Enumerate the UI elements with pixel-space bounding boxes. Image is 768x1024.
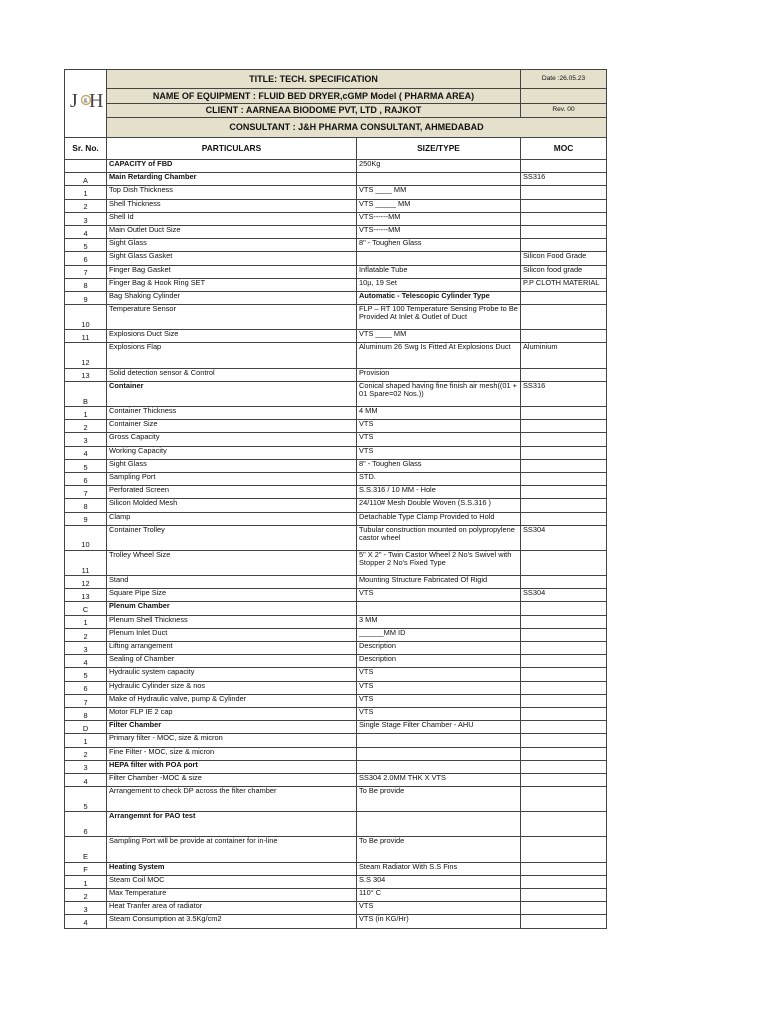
row-sr-no: 2 <box>65 889 107 902</box>
row-size-type: Description <box>357 642 521 655</box>
row-moc <box>521 305 607 330</box>
row-particular: Sampling Port <box>107 472 357 485</box>
row-sr-no: 12 <box>65 343 107 368</box>
row-particular: Plenum Chamber <box>107 602 357 615</box>
row-size-type: VTS <box>357 433 521 446</box>
row-size-type: 5" X 2" - Twin Castor Wheel 2 No's Swivel with Stopper 2 No's Fixed Type <box>357 550 521 575</box>
row-size-type: Automatic - Telescopic Cylinder Type <box>357 291 521 304</box>
row-sr-no: 9 <box>65 291 107 304</box>
row-moc <box>521 330 607 343</box>
row-sr-no: 4 <box>65 655 107 668</box>
row-size-type: SS304 2.0MM THK X VTS <box>357 773 521 786</box>
row-particular: Steam Coil MOC <box>107 875 357 888</box>
row-sr-no: 6 <box>65 472 107 485</box>
row-moc <box>521 875 607 888</box>
row-moc: SS304 <box>521 525 607 550</box>
row-moc <box>521 642 607 655</box>
row-moc <box>521 459 607 472</box>
row-size-type: 10µ, 19 Set <box>357 278 521 291</box>
row-moc: SS304 <box>521 589 607 602</box>
row-particular: Solid detection sensor & Control <box>107 368 357 381</box>
row-particular: Top Dish Thickness <box>107 186 357 199</box>
row-sr-no: 2 <box>65 420 107 433</box>
row-particular: Temperature Sensor <box>107 305 357 330</box>
row-particular: Explosions Duct Size <box>107 330 357 343</box>
row-particular: Sight Glass <box>107 239 357 252</box>
row-size-type: 8" - Toughen Glass <box>357 459 521 472</box>
row-particular: CAPACITY of FBD <box>107 160 357 173</box>
column-header-moc: MOC <box>521 138 607 160</box>
row-size-type: VTS ____ MM <box>357 330 521 343</box>
row-particular: HEPA filter with POA port <box>107 760 357 773</box>
table-row <box>65 291 607 304</box>
row-sr-no: 1 <box>65 407 107 420</box>
table-row <box>65 760 607 773</box>
table-row <box>65 368 607 381</box>
doc-date: Date :26.05.23 <box>521 70 607 89</box>
row-moc <box>521 446 607 459</box>
row-sr-no: 2 <box>65 747 107 760</box>
table-row <box>65 472 607 485</box>
row-particular: Heating System <box>107 862 357 875</box>
table-row <box>65 550 607 575</box>
row-particular: Lifting arrangement <box>107 642 357 655</box>
row-moc <box>521 212 607 225</box>
row-moc <box>521 837 607 862</box>
table-row <box>65 615 607 628</box>
row-moc: Silicon food grade <box>521 265 607 278</box>
row-particular: Main Retarding Chamber <box>107 173 357 186</box>
equipment-name: NAME OF EQUIPMENT : FLUID BED DRYER,cGMP Model ( PHARMA AREA) <box>107 89 521 104</box>
row-moc <box>521 734 607 747</box>
row-particular: Sealing of Chamber <box>107 655 357 668</box>
table-row <box>65 512 607 525</box>
row-moc <box>521 862 607 875</box>
row-moc <box>521 368 607 381</box>
row-particular: Heat Tranfer area of radiator <box>107 902 357 915</box>
row-particular: Square Pipe Size <box>107 589 357 602</box>
row-sr-no: 1 <box>65 875 107 888</box>
row-sr-no: 4 <box>65 915 107 928</box>
spec-table <box>64 69 607 929</box>
row-sr-no: 1 <box>65 186 107 199</box>
table-row <box>65 628 607 641</box>
table-row <box>65 694 607 707</box>
table-row <box>65 381 607 406</box>
row-size-type: Mounting Structure Fabricated Of Rigid <box>357 576 521 589</box>
row-size-type: VTS <box>357 446 521 459</box>
row-particular: Steam Consumption at 3.5Kg/cm2 <box>107 915 357 928</box>
row-moc <box>521 681 607 694</box>
row-particular: Stand <box>107 576 357 589</box>
row-sr-no: 10 <box>65 525 107 550</box>
row-size-type: 110° C <box>357 889 521 902</box>
row-sr-no: 1 <box>65 615 107 628</box>
row-moc <box>521 239 607 252</box>
row-size-type <box>357 747 521 760</box>
row-size-type: Aluminum 26 Swg Is Fitted At Explosions Duct <box>357 343 521 368</box>
row-particular: Sight Glass Gasket <box>107 252 357 265</box>
row-moc <box>521 576 607 589</box>
svg-text:&: & <box>83 98 88 105</box>
row-moc <box>521 199 607 212</box>
row-sr-no: 6 <box>65 812 107 837</box>
table-row <box>65 721 607 734</box>
table-row <box>65 589 607 602</box>
row-moc <box>521 550 607 575</box>
row-particular: Make of Hydraulic valve, pump & Cylinder <box>107 694 357 707</box>
row-particular: Arrangement to check DP across the filter chamber <box>107 787 357 812</box>
row-moc <box>521 433 607 446</box>
row-size-type: Detachable Type Clamp Provided to Hold <box>357 512 521 525</box>
row-moc <box>521 160 607 173</box>
row-size-type: STD. <box>357 472 521 485</box>
row-size-type: VTS _____ MM <box>357 199 521 212</box>
row-sr-no: 6 <box>65 252 107 265</box>
row-size-type <box>357 252 521 265</box>
row-moc: SS316 <box>521 173 607 186</box>
row-particular: Silicon Molded Mesh <box>107 499 357 512</box>
row-moc <box>521 889 607 902</box>
row-size-type <box>357 760 521 773</box>
row-sr-no: 5 <box>65 787 107 812</box>
row-moc <box>521 747 607 760</box>
row-size-type <box>357 173 521 186</box>
row-size-type: 8" - Toughen Glass <box>357 239 521 252</box>
row-particular: Primary filter - MOC, size & micron <box>107 734 357 747</box>
row-size-type: Steam Radiator With S.S Fins <box>357 862 521 875</box>
table-row <box>65 407 607 420</box>
row-sr-no: 4 <box>65 773 107 786</box>
table-row <box>65 734 607 747</box>
row-sr-no: 10 <box>65 305 107 330</box>
table-row <box>65 812 607 837</box>
row-sr-no: 11 <box>65 550 107 575</box>
svg-text:H: H <box>89 90 104 113</box>
table-row <box>65 212 607 225</box>
row-moc: SS316 <box>521 381 607 406</box>
row-particular: Container Trolley <box>107 525 357 550</box>
row-sr-no: 3 <box>65 212 107 225</box>
row-particular: Explosions Flap <box>107 343 357 368</box>
table-row <box>65 747 607 760</box>
row-size-type: ______MM ID <box>357 628 521 641</box>
row-moc <box>521 512 607 525</box>
row-moc <box>521 225 607 238</box>
table-row <box>65 787 607 812</box>
table-row <box>65 160 607 173</box>
row-moc <box>521 915 607 928</box>
table-row <box>65 330 607 343</box>
table-row <box>65 225 607 238</box>
row-sr-no: 13 <box>65 368 107 381</box>
row-particular: Filter Chamber <box>107 721 357 734</box>
row-particular: Motor FLP IE 2 cap <box>107 707 357 720</box>
table-row <box>65 576 607 589</box>
row-sr-no: 4 <box>65 225 107 238</box>
row-particular: Hydraulic system capacity <box>107 668 357 681</box>
row-particular: Perforated Screen <box>107 486 357 499</box>
row-moc <box>521 773 607 786</box>
table-row <box>65 499 607 512</box>
table-row <box>65 199 607 212</box>
row-size-type: 250Kg <box>357 160 521 173</box>
row-size-type: S.S.316 / 10 MM - Hole <box>357 486 521 499</box>
row-sr-no: 7 <box>65 486 107 499</box>
row-size-type: VTS (in KG/Hr) <box>357 915 521 928</box>
row-sr-no: 12 <box>65 576 107 589</box>
row-size-type: 24/110# Mesh Double Woven (S.S.316 ) <box>357 499 521 512</box>
row-moc: P.P CLOTH MATERIAL <box>521 278 607 291</box>
row-size-type: Tubular construction mounted on polypropylene castor wheel <box>357 525 521 550</box>
row-moc <box>521 812 607 837</box>
table-row <box>65 875 607 888</box>
row-sr-no: B <box>65 381 107 406</box>
row-size-type: S.S 304 <box>357 875 521 888</box>
table-row <box>65 837 607 862</box>
row-particular: Shell Id <box>107 212 357 225</box>
table-row <box>65 278 607 291</box>
row-size-type: 4 MM <box>357 407 521 420</box>
row-moc <box>521 186 607 199</box>
row-size-type: To Be provide <box>357 837 521 862</box>
row-sr-no: 7 <box>65 265 107 278</box>
row-sr-no: 5 <box>65 459 107 472</box>
table-row <box>65 655 607 668</box>
row-particular: Gross Capacity <box>107 433 357 446</box>
row-size-type: VTS <box>357 420 521 433</box>
row-moc <box>521 486 607 499</box>
row-size-type: VTS ____ MM <box>357 186 521 199</box>
column-header-size-type: SIZE/TYPE <box>357 138 521 160</box>
row-particular: Container Size <box>107 420 357 433</box>
table-row <box>65 902 607 915</box>
row-particular: Max Temperature <box>107 889 357 902</box>
table-row <box>65 305 607 330</box>
row-sr-no: 1 <box>65 734 107 747</box>
row-moc <box>521 472 607 485</box>
row-sr-no: 2 <box>65 199 107 212</box>
row-moc <box>521 721 607 734</box>
row-moc <box>521 787 607 812</box>
row-sr-no: E <box>65 837 107 862</box>
row-size-type: FLP – RT 100 Temperature Sensing Probe to Be Provided At Inlet & Outlet of Duct <box>357 305 521 330</box>
row-sr-no: 3 <box>65 433 107 446</box>
row-moc <box>521 628 607 641</box>
jh-logo-icon <box>67 85 105 119</box>
table-row <box>65 602 607 615</box>
row-moc <box>521 407 607 420</box>
row-particular: Finger Bag Gasket <box>107 265 357 278</box>
column-header-particulars: PARTICULARS <box>107 138 357 160</box>
table-row <box>65 446 607 459</box>
row-sr-no: 11 <box>65 330 107 343</box>
column-header-row <box>65 138 607 160</box>
row-particular: Plenum Shell Thickness <box>107 615 357 628</box>
row-moc <box>521 655 607 668</box>
table-row <box>65 486 607 499</box>
row-sr-no: 3 <box>65 902 107 915</box>
row-size-type: Single Stage Filter Chamber - AHU <box>357 721 521 734</box>
row-particular: Bag Shaking Cylinder <box>107 291 357 304</box>
row-sr-no: 8 <box>65 707 107 720</box>
row-moc: Silicon Food Grade <box>521 252 607 265</box>
row-sr-no: A <box>65 173 107 186</box>
table-row <box>65 252 607 265</box>
row-moc <box>521 760 607 773</box>
table-row <box>65 433 607 446</box>
row-size-type <box>357 602 521 615</box>
row-sr-no: F <box>65 862 107 875</box>
row-size-type: VTS <box>357 902 521 915</box>
table-row <box>65 773 607 786</box>
doc-revision: Rev. 00 <box>521 104 607 118</box>
table-row <box>65 915 607 928</box>
company-logo <box>65 70 107 138</box>
row-sr-no: D <box>65 721 107 734</box>
row-moc <box>521 707 607 720</box>
table-row <box>65 681 607 694</box>
row-moc <box>521 291 607 304</box>
row-particular: Container Thickness <box>107 407 357 420</box>
table-row <box>65 420 607 433</box>
client-name: CLIENT : AARNEAA BIODOME PVT, LTD , RAJKOT <box>107 104 521 118</box>
row-particular: Fine Filter - MOC, size & micron <box>107 747 357 760</box>
row-size-type: VTS <box>357 589 521 602</box>
table-row <box>65 525 607 550</box>
row-particular: Trolley Wheel Size <box>107 550 357 575</box>
row-size-type: VTS <box>357 668 521 681</box>
row-sr-no: C <box>65 602 107 615</box>
row-size-type: VTS <box>357 694 521 707</box>
row-moc: Aluminium <box>521 343 607 368</box>
row-sr-no: 3 <box>65 760 107 773</box>
row-particular: Plenum Inlet Duct <box>107 628 357 641</box>
row-particular: Clamp <box>107 512 357 525</box>
svg-text:J: J <box>70 90 78 113</box>
row-size-type: Provision <box>357 368 521 381</box>
table-row <box>65 186 607 199</box>
row-particular: Working Capacity <box>107 446 357 459</box>
row-sr-no: 8 <box>65 278 107 291</box>
row-moc <box>521 602 607 615</box>
row-size-type: VTS <box>357 681 521 694</box>
row-sr-no: 6 <box>65 681 107 694</box>
table-row <box>65 265 607 278</box>
row-moc <box>521 615 607 628</box>
row-moc <box>521 499 607 512</box>
row-size-type: Inflatable Tube <box>357 265 521 278</box>
row-sr-no: 8 <box>65 499 107 512</box>
row-moc <box>521 902 607 915</box>
table-row <box>65 642 607 655</box>
row-size-type: VTS <box>357 707 521 720</box>
row-particular: Sight Glass <box>107 459 357 472</box>
row-sr-no: 13 <box>65 589 107 602</box>
row-moc <box>521 694 607 707</box>
table-row <box>65 173 607 186</box>
row-size-type: Conical shaped having fine finish air mesh((01 + 01 Spare=02 Nos.)) <box>357 381 521 406</box>
row-particular: Main Outlet Duct Size <box>107 225 357 238</box>
table-row <box>65 343 607 368</box>
row-moc <box>521 420 607 433</box>
row-moc <box>521 668 607 681</box>
row-sr-no: 2 <box>65 628 107 641</box>
table-row <box>65 889 607 902</box>
row-sr-no: 3 <box>65 642 107 655</box>
row-size-type: Description <box>357 655 521 668</box>
consultant-name: CONSULTANT : J&H PHARMA CONSULTANT, AHMEDABAD <box>107 118 607 138</box>
row-sr-no: 5 <box>65 239 107 252</box>
table-row <box>65 668 607 681</box>
table-row <box>65 459 607 472</box>
row-particular: Finger Bag & Hook Ring SET <box>107 278 357 291</box>
table-row <box>65 707 607 720</box>
column-header-sr: Sr. No. <box>65 138 107 160</box>
row-sr-no <box>65 160 107 173</box>
row-sr-no: 7 <box>65 694 107 707</box>
row-size-type: VTS------MM <box>357 212 521 225</box>
row-particular: Sampling Port will be provide at container for in-line <box>107 837 357 862</box>
row-particular: Container <box>107 381 357 406</box>
row-sr-no: 5 <box>65 668 107 681</box>
row-sr-no: 4 <box>65 446 107 459</box>
header-blank <box>521 89 607 104</box>
row-particular: Hydraulic Cylinder size & nos <box>107 681 357 694</box>
table-row <box>65 239 607 252</box>
row-size-type: VTS------MM <box>357 225 521 238</box>
row-size-type: 3 MM <box>357 615 521 628</box>
row-particular: Arrangemnt for PAO test <box>107 812 357 837</box>
doc-title: TITLE: TECH. SPECIFICATION <box>107 70 521 89</box>
table-row <box>65 862 607 875</box>
row-particular: Filter Chamber -MOC & size <box>107 773 357 786</box>
row-size-type: To Be provide <box>357 787 521 812</box>
row-particular: Shell Thickness <box>107 199 357 212</box>
row-size-type <box>357 812 521 837</box>
row-size-type <box>357 734 521 747</box>
row-sr-no: 9 <box>65 512 107 525</box>
